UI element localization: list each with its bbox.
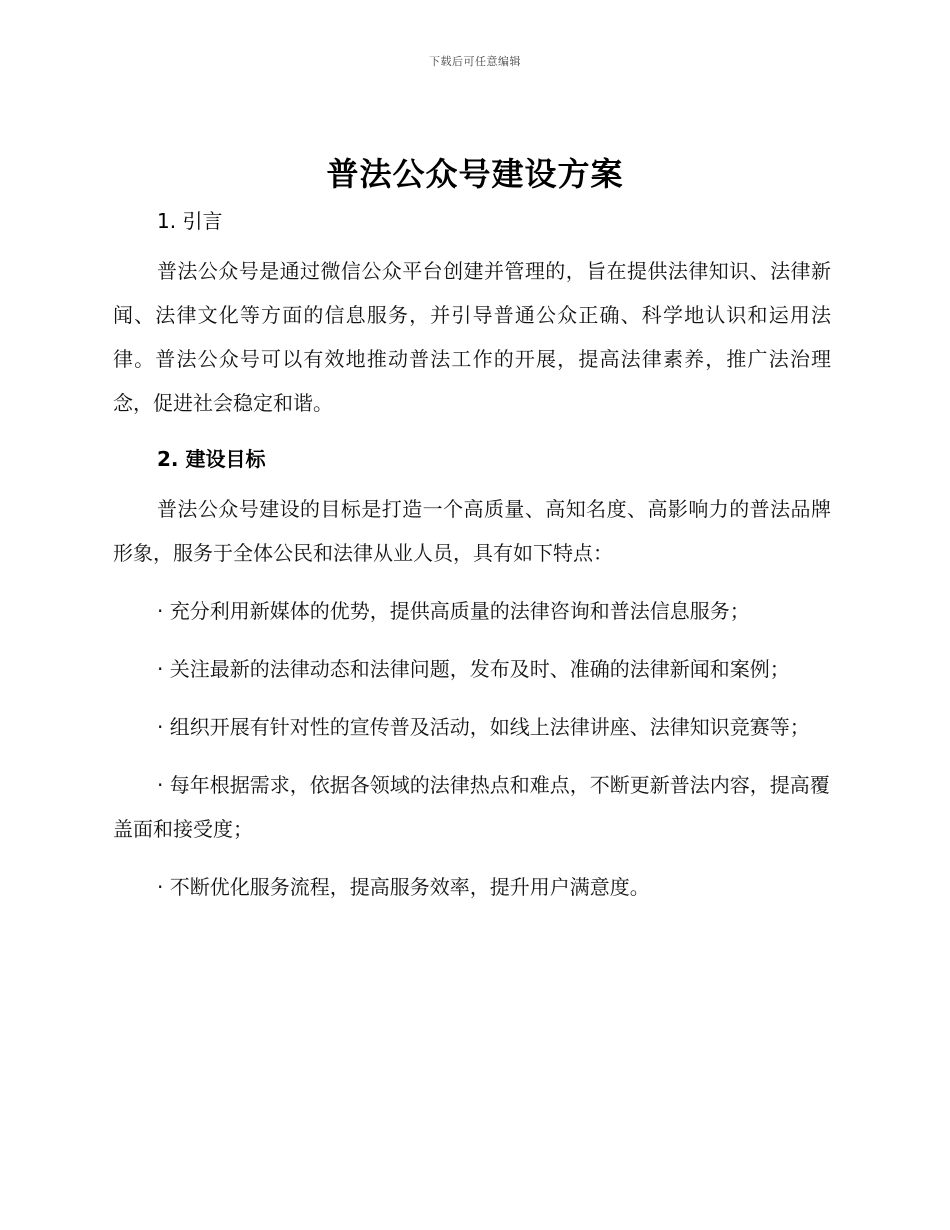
spacer xyxy=(113,633,831,647)
goal-bullet-item: · 每年根据需求，依据各领域的法律热点和难点，不断更新普法内容，提高覆盖面和接受度； xyxy=(113,773,830,841)
goals-paragraph: 普法公众号建设的目标是打造一个高质量、高知名度、高影响力的普法品牌形象，服务于全体公民和法律从业人员，具有如下特点： xyxy=(113,497,831,565)
spacer xyxy=(113,749,831,763)
goal-bullet-item: · 不断优化服务流程，提高服务效率，提升用户满意度。 xyxy=(157,875,650,899)
document-title: 普法公众号建设方案 xyxy=(326,155,624,193)
header-note: 下载后可任意编辑 xyxy=(429,55,521,68)
goal-bullet-item: · 充分利用新媒体的优势，提供高质量的法律咨询和普法信息服务； xyxy=(157,599,750,623)
goal-bullet-item: · 关注最新的法律动态和法律问题，发布及时、准确的法律新闻和案例； xyxy=(157,657,790,681)
section-heading-introduction: 1. 引言 xyxy=(157,209,223,233)
spacer xyxy=(113,425,831,441)
spacer xyxy=(113,851,831,865)
introduction-paragraph: 普法公众号是通过微信公众平台创建并管理的，旨在提供法律知识、法律新闻、法律文化等方面的信息服务，并引导普通公众正确、科学地认识和运用法律。普法公众号可以有效地推动普法工作的开展，提高法律素养，推广法治理念，促进社会稳定和谐。 xyxy=(113,259,831,415)
section-heading-goals: 2. 建设目标 xyxy=(157,447,266,471)
goal-bullet-item: · 组织开展有针对性的宣传普及活动，如线上法律讲座、法律知识竞赛等； xyxy=(157,715,810,739)
spacer xyxy=(113,239,831,249)
spacer xyxy=(113,691,831,705)
spacer xyxy=(113,477,831,487)
spacer xyxy=(113,575,831,589)
section-goals xyxy=(113,441,831,909)
document-body xyxy=(113,203,831,909)
section-introduction xyxy=(113,203,831,425)
